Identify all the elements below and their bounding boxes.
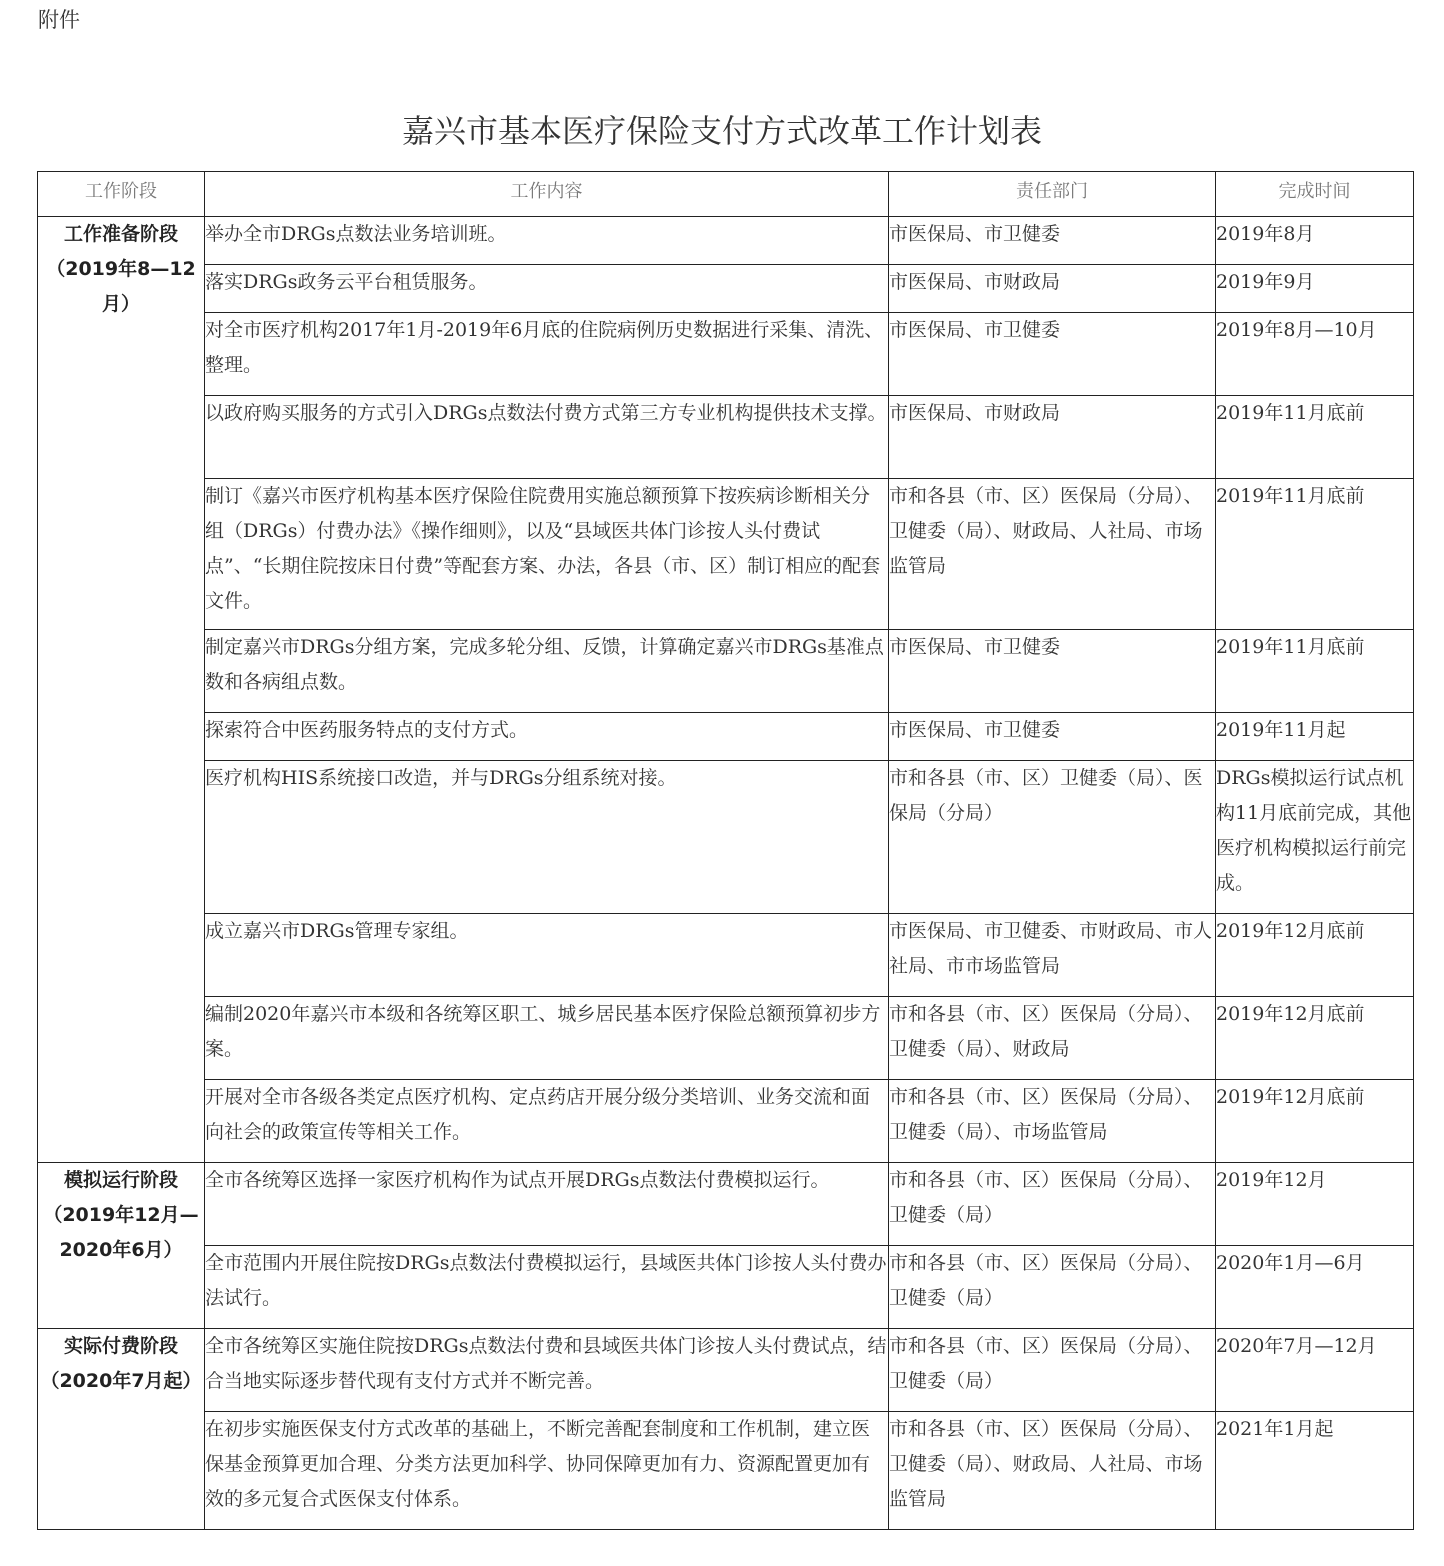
- work-content: 全市各统筹区选择一家医疗机构作为试点开展DRGs点数法付费模拟运行。: [205, 1163, 889, 1246]
- responsible-department: 市和各县（市、区）医保局（分局）、卫健委（局）、市场监管局: [889, 1080, 1216, 1163]
- responsible-department: 市和各县（市、区）医保局（分局）、卫健委（局）、财政局、人社局、市场监管局: [889, 1412, 1216, 1530]
- work-content: 全市各统筹区实施住院按DRGs点数法付费和县域医共体门诊按人头付费试点，结合当地实际逐步替代现有支付方式并不断完善。: [205, 1329, 889, 1412]
- completion-time: 2019年12月底前: [1216, 914, 1414, 997]
- table-row: [38, 1329, 1414, 1412]
- responsible-department: 市和各县（市、区）医保局（分局）、卫健委（局）: [889, 1329, 1216, 1412]
- completion-time: 2019年8月—10月: [1216, 313, 1414, 396]
- stage-period: （2020年7月起）: [40, 1370, 202, 1392]
- stage-period: （2019年12月—2020年6月）: [43, 1204, 199, 1261]
- completion-time: 2019年12月底前: [1216, 997, 1414, 1080]
- responsible-department: 市医保局、市卫健委、市财政局、市人社局、市市场监管局: [889, 914, 1216, 997]
- page-title: 嘉兴市基本医疗保险支付方式改革工作计划表: [401, 112, 1042, 150]
- work-content: 开展对全市各级各类定点医疗机构、定点药店开展分级分类培训、业务交流和面向社会的政策宣传等相关工作。: [205, 1080, 889, 1163]
- work-content: 医疗机构HIS系统接口改造，并与DRGs分组系统对接。: [205, 761, 889, 914]
- stage-name: 模拟运行阶段: [63, 1169, 178, 1191]
- work-content: 在初步实施医保支付方式改革的基础上，不断完善配套制度和工作机制，建立医保基金预算更加合理、分类方法更加科学、协同保障更加有力、资源配置更加有效的多元复合式医保支付体系。: [205, 1412, 889, 1530]
- completion-time: 2019年8月: [1216, 217, 1414, 265]
- completion-time: 2021年1月起: [1216, 1412, 1414, 1530]
- work-content: 对全市医疗机构2017年1月-2019年6月底的住院病例历史数据进行采集、清洗、整理。: [205, 313, 889, 396]
- table-row: [38, 1412, 1414, 1530]
- completion-time: 2020年7月—12月: [1216, 1329, 1414, 1412]
- responsible-department: 市医保局、市财政局: [889, 396, 1216, 479]
- completion-time: 2019年11月底前: [1216, 479, 1414, 630]
- stage-period: （2019年8—12月）: [46, 258, 196, 315]
- completion-time: 2020年1月—6月: [1216, 1246, 1414, 1329]
- work-content: 举办全市DRGs点数法业务培训班。: [205, 217, 889, 265]
- completion-time: 2019年11月底前: [1216, 630, 1414, 713]
- work-content: 探索符合中医药服务特点的支付方式。: [205, 713, 889, 761]
- table-row: [38, 1163, 1414, 1246]
- table-row: [38, 479, 1414, 630]
- responsible-department: 市医保局、市卫健委: [889, 713, 1216, 761]
- attachment-label: 附件: [38, 8, 80, 32]
- responsible-department: 市医保局、市卫健委: [889, 217, 1216, 265]
- completion-time: 2019年12月: [1216, 1163, 1414, 1246]
- stage-name: 工作准备阶段: [63, 223, 178, 245]
- work-content: 全市范围内开展住院按DRGs点数法付费模拟运行，县域医共体门诊按人头付费办法试行。: [205, 1246, 889, 1329]
- completion-time: 2019年11月底前: [1216, 396, 1414, 479]
- completion-time: 2019年12月底前: [1216, 1080, 1414, 1163]
- header-content: 工作内容: [205, 172, 889, 217]
- stage-cell-actual-payment: [38, 1329, 205, 1530]
- completion-time: DRGs模拟运行试点机构11月底前完成，其他医疗机构模拟运行前完成。: [1216, 761, 1414, 914]
- table-row: [38, 1080, 1414, 1163]
- completion-time: 2019年11月起: [1216, 713, 1414, 761]
- table-row: [38, 217, 1414, 265]
- header-deadline: 完成时间: [1216, 172, 1414, 217]
- responsible-department: 市和各县（市、区）医保局（分局）、卫健委（局）、财政局、人社局、市场监管局: [889, 479, 1216, 630]
- table-row: [38, 1246, 1414, 1329]
- responsible-department: 市和各县（市、区）医保局（分局）、卫健委（局）: [889, 1163, 1216, 1246]
- table-row: [38, 997, 1414, 1080]
- header-stage: 工作阶段: [38, 172, 205, 217]
- responsible-department: 市和各县（市、区）卫健委（局）、医保局（分局）: [889, 761, 1216, 914]
- completion-time: 2019年9月: [1216, 265, 1414, 313]
- responsible-department: 市医保局、市卫健委: [889, 630, 1216, 713]
- table-header-row: [38, 172, 1414, 217]
- work-content: 成立嘉兴市DRGs管理专家组。: [205, 914, 889, 997]
- table-row: [38, 265, 1414, 313]
- work-content: 制订《嘉兴市医疗机构基本医疗保险住院费用实施总额预算下按疾病诊断相关分组（DRGs）付费办法》《操作细则》，以及“县域医共体门诊按人头付费试点”、“长期住院按床日付费”等配套方案、办法，各县（市、区）制订相应的配套文件。: [205, 479, 889, 630]
- work-content: 制定嘉兴市DRGs分组方案，完成多轮分组、反馈，计算确定嘉兴市DRGs基准点数和各病组点数。: [205, 630, 889, 713]
- stage-name: 实际付费阶段: [63, 1335, 178, 1357]
- table-row: [38, 313, 1414, 396]
- table-row: [38, 396, 1414, 479]
- responsible-department: 市和各县（市、区）医保局（分局）、卫健委（局）、财政局: [889, 997, 1216, 1080]
- table-row: [38, 761, 1414, 914]
- work-content: 落实DRGs政务云平台租赁服务。: [205, 265, 889, 313]
- work-content: 编制2020年嘉兴市本级和各统筹区职工、城乡居民基本医疗保险总额预算初步方案。: [205, 997, 889, 1080]
- stage-cell-preparation: [38, 217, 205, 1163]
- stage-cell-simulation: [38, 1163, 205, 1329]
- work-plan-table: [37, 171, 1414, 1530]
- table-row: [38, 713, 1414, 761]
- responsible-department: 市和各县（市、区）医保局（分局）、卫健委（局）: [889, 1246, 1216, 1329]
- table-row: [38, 914, 1414, 997]
- responsible-department: 市医保局、市财政局: [889, 265, 1216, 313]
- header-department: 责任部门: [889, 172, 1216, 217]
- work-content: 以政府购买服务的方式引入DRGs点数法付费方式第三方专业机构提供技术支撑。: [205, 396, 889, 479]
- table-row: [38, 630, 1414, 713]
- responsible-department: 市医保局、市卫健委: [889, 313, 1216, 396]
